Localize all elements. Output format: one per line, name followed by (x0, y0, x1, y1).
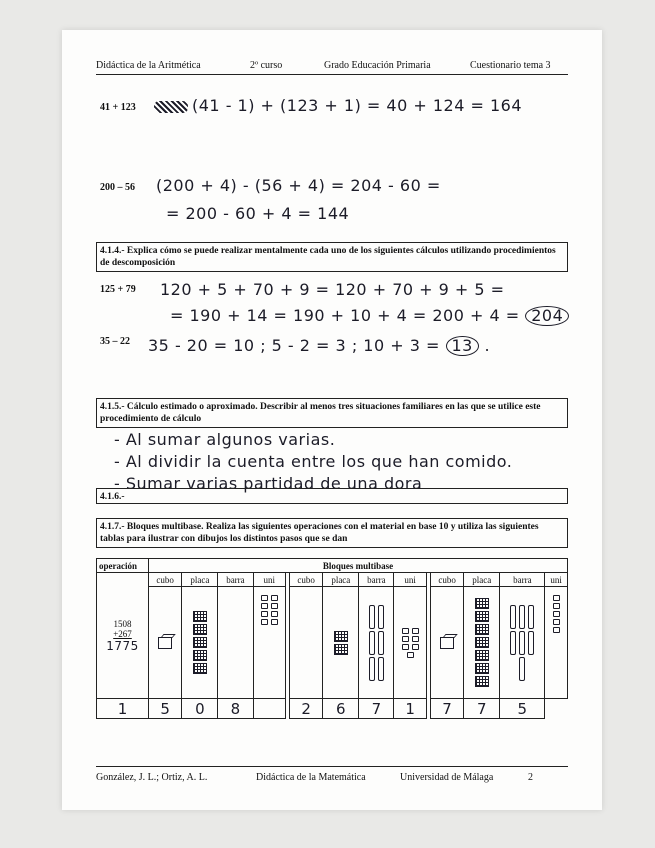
operation-cell (97, 573, 149, 699)
unit-icon (553, 595, 560, 601)
bar-icon (369, 631, 375, 655)
unit-icon (553, 603, 560, 609)
bar-icon (369, 657, 375, 681)
col-uni-2: uni (394, 573, 426, 587)
bar-icon (519, 657, 525, 681)
calc-label-41-123: 41 + 123 (100, 102, 136, 113)
unit-icon (271, 603, 278, 609)
calc-label-125-79: 125 + 79 (100, 284, 136, 295)
digit-3-barra: 7 (464, 699, 500, 719)
digit-2-barra: 6 (323, 699, 359, 719)
question-4-1-5-prompt: 4.1.5.- Cálculo estimado o aproximado. Describir al menos tres situaciones familiares en las que se utilice este procedimiento de cálculo (96, 398, 568, 428)
cube-cell-3 (430, 587, 463, 699)
digit-3-placa: 7 (430, 699, 463, 719)
col-placa-2: placa (323, 573, 359, 587)
col-barra-1: barra (218, 573, 253, 587)
circled-result-204: 204 (525, 306, 569, 326)
unit-icon (412, 636, 419, 642)
plate-icon (475, 598, 489, 609)
col-cubo-1: cubo (149, 573, 182, 587)
col-uni-1: uni (253, 573, 285, 587)
unit-icon (261, 603, 268, 609)
unit-icon (412, 644, 419, 650)
bar-icon (519, 631, 525, 655)
calc-label-35-22: 35 – 22 (100, 336, 130, 347)
digit-1-cubo: 1 (97, 699, 149, 719)
bar-cell-2 (359, 587, 394, 699)
unit-icon (402, 628, 409, 634)
plate-icon (475, 676, 489, 687)
circled-result-13: 13 (446, 336, 479, 356)
bar-icon (528, 605, 534, 629)
calc-answer-35-22: 35 - 20 = 10 ; 5 - 2 = 3 ; 10 + 3 = 13 . (148, 336, 491, 355)
footer-authors: González, J. L.; Ortiz, A. L. (96, 772, 208, 783)
footer-university: Universidad de Málaga (400, 772, 494, 783)
bar-icon (510, 605, 516, 629)
unit-icon (261, 619, 268, 625)
bar-icon (528, 631, 534, 655)
unit-cell-2 (394, 587, 426, 699)
operation-result: 1775 (106, 638, 139, 653)
unit-icon (402, 644, 409, 650)
digit-1-uni: 8 (218, 699, 253, 719)
unit-icon (271, 595, 278, 601)
plate-icon (475, 637, 489, 648)
col-cubo-3: cubo (430, 573, 463, 587)
digit-2-placa: 2 (289, 699, 322, 719)
bar-icon (378, 631, 384, 655)
plate-icon (193, 624, 207, 635)
plate-icon (193, 637, 207, 648)
header-rule (96, 74, 568, 75)
bar-icon (378, 605, 384, 629)
plate-icon (334, 644, 348, 655)
unit-icon (553, 611, 560, 617)
header-subject: Didáctica de la Aritmética (96, 60, 201, 71)
col-cubo-2: cubo (289, 573, 322, 587)
header-degree: Grado Educación Primaria (324, 60, 431, 71)
cube-cell-2 (289, 587, 322, 699)
col-barra-2: barra (359, 573, 394, 587)
question-4-1-4-prompt: 4.1.4.- Explica cómo se puede realizar mentalmente cada uno de los siguientes cálculos utilizando procedimientos de descomposición (96, 242, 568, 272)
operand-2: +267 (113, 628, 132, 639)
question-4-1-7-prompt: 4.1.7.- Bloques multibase. Realiza las siguientes operaciones con el material en base 10 y utiliza las siguientes tablas para ilustrar con dibujos los distintos pasos que se dan (96, 518, 568, 548)
calc-answer-200-56-line2: = 200 - 60 + 4 = 144 (166, 204, 350, 223)
plate-cell-2 (323, 587, 359, 699)
answer-4-1-5-line3: - Sumar varias partidad de una dora (114, 474, 423, 493)
col-uni-3: uni (545, 573, 568, 587)
bar-cell-1 (218, 587, 253, 699)
question-4-1-6-prompt: 4.1.6.- (96, 488, 568, 504)
cube-icon (158, 637, 172, 649)
unit-icon (271, 619, 278, 625)
col-placa-3: placa (464, 573, 500, 587)
plate-icon (475, 650, 489, 661)
header-course: 2º curso (250, 60, 283, 71)
crossed-out-scribble (154, 101, 188, 113)
plate-icon (475, 624, 489, 635)
calc-answer-125-79-line1: 120 + 5 + 70 + 9 = 120 + 70 + 9 + 5 = (160, 280, 505, 299)
worksheet-page (62, 30, 602, 810)
digit-2-uni: 7 (359, 699, 394, 719)
bar-icon (378, 657, 384, 681)
col-barra-3: barra (500, 573, 545, 587)
unit-cell-3 (545, 587, 568, 699)
footer-page-number: 2 (528, 772, 533, 783)
unit-cell-1 (253, 587, 285, 699)
unit-icon (407, 652, 414, 658)
bar-icon (510, 631, 516, 655)
digit-1-barra: 0 (182, 699, 218, 719)
calc-label-200-56: 200 – 56 (100, 182, 135, 193)
cube-icon (440, 637, 454, 649)
bar-icon (369, 605, 375, 629)
unit-icon (553, 619, 560, 625)
col-placa-1: placa (182, 573, 218, 587)
footer-rule (96, 766, 568, 767)
calc-answer-200-56-line1: (200 + 4) - (56 + 4) = 204 - 60 = (156, 176, 441, 195)
plate-icon (475, 611, 489, 622)
plate-icon (334, 631, 348, 642)
footer-title: Didáctica de la Matemática (256, 772, 366, 783)
plate-cell-1 (182, 587, 218, 699)
digit-2-cubo (253, 699, 285, 719)
unit-icon (271, 611, 278, 617)
calc-answer-41-123: (41 - 1) + (123 + 1) = 40 + 124 = 164 (154, 96, 522, 115)
unit-icon (261, 611, 268, 617)
operand-1: 1508 (113, 618, 132, 629)
plate-icon (193, 650, 207, 661)
plate-icon (475, 663, 489, 674)
unit-icon (553, 627, 560, 633)
multibase-table (96, 558, 568, 719)
blocks-header: Bloques multibase (149, 559, 568, 573)
unit-icon (402, 636, 409, 642)
bar-cell-3 (500, 587, 545, 699)
digit-3-uni: 5 (500, 699, 545, 719)
answer-4-1-5-line1: - Al sumar algunos varias. (114, 430, 336, 449)
digit-1-placa: 5 (149, 699, 182, 719)
unit-icon (261, 595, 268, 601)
unit-icon (412, 628, 419, 634)
digit-3-cubo: 1 (394, 699, 426, 719)
plate-cell-3 (464, 587, 500, 699)
header-questionnaire: Cuestionario tema 3 (470, 60, 551, 71)
operation-header: operación (97, 559, 149, 573)
answer-4-1-5-line2: - Al dividir la cuenta entre los que han comido. (114, 452, 513, 471)
bar-icon (519, 605, 525, 629)
calc-answer-125-79-line2: = 190 + 14 = 190 + 10 + 4 = 200 + 4 = 204 (170, 306, 569, 326)
plate-icon (193, 611, 207, 622)
cube-cell-1 (149, 587, 182, 699)
plate-icon (193, 663, 207, 674)
